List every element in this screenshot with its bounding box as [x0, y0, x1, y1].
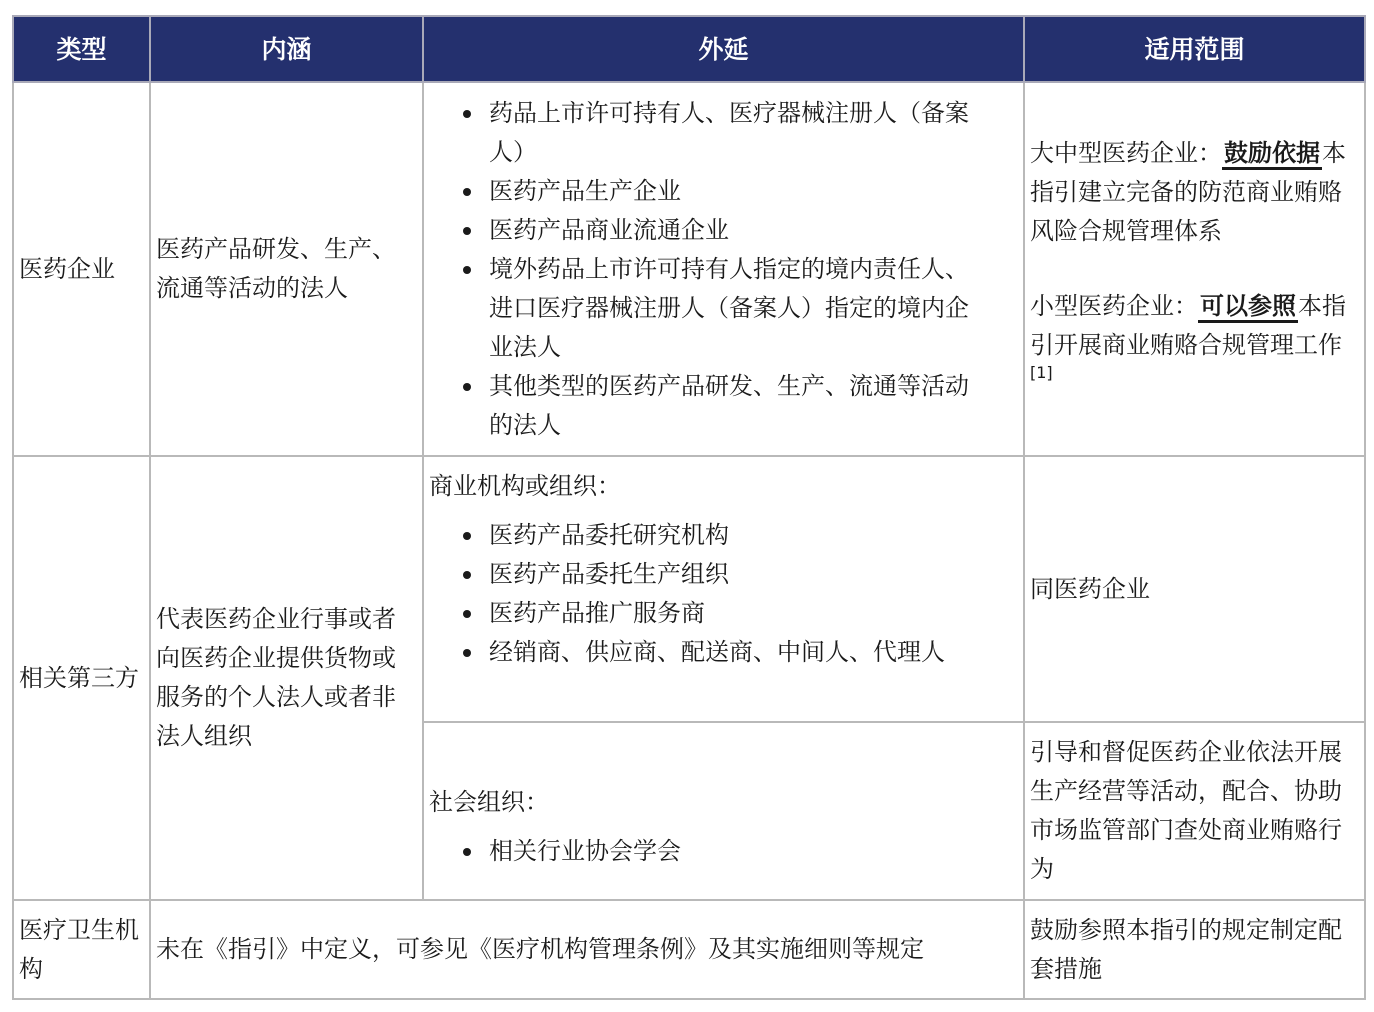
list-item: 医药产品推广服务商 [489, 594, 983, 633]
header-type: 类型 [13, 16, 150, 82]
medical-definition: 未在《指引》中定义，可参见《医疗机构管理条例》及其实施细则等规定 [150, 900, 1024, 999]
list-item: 医药产品商业流通企业 [489, 211, 983, 250]
list-item: 其他类型的医药产品研发、生产、流通等活动的法人 [489, 367, 983, 445]
social-intro: 社会组织： [429, 788, 549, 816]
third-party-social-scope: 引导和督促医药企业依法开展生产经营等活动，配合、协助市场监管部门查处商业贿赂行为 [1024, 722, 1365, 900]
header-extension: 外延 [423, 16, 1024, 82]
row-medical [13, 900, 1365, 999]
list-item: 医药产品委托研究机构 [489, 516, 983, 555]
scope-large-emphasis: 鼓励依据 [1222, 139, 1322, 170]
list-item: 医药产品生产企业 [489, 172, 983, 211]
list-item: 境外药品上市许可持有人指定的境内责任人、进口医疗器械注册人（备案人）指定的境内企业法人 [489, 250, 983, 367]
third-party-commercial-extension [423, 456, 1024, 722]
row-third-party-commercial [13, 456, 1365, 722]
enterprise-extension [423, 82, 1024, 456]
scope-large-prefix: 大中型医药企业： [1030, 139, 1222, 167]
row-enterprise [13, 82, 1365, 456]
list-item: 相关行业协会学会 [489, 832, 1018, 871]
list-item: 医药产品委托生产组织 [489, 555, 983, 594]
list-item: 经销商、供应商、配送商、中间人、代理人 [489, 633, 983, 672]
header-row [13, 16, 1365, 82]
social-list [429, 832, 1018, 871]
footnote-link[interactable]: [1] [1030, 363, 1053, 382]
scope-large-suffix: 本指引建立完备的防范商业贿赂风险合规管理体系 [1030, 139, 1346, 245]
enterprise-type: 医药企业 [13, 82, 150, 456]
spacer [1030, 251, 1359, 287]
medical-type: 医疗卫生机构 [13, 900, 150, 999]
scope-table [12, 15, 1366, 1000]
header-scope: 适用范围 [1024, 16, 1365, 82]
scope-large-enterprise [1030, 134, 1359, 251]
scope-small-prefix: 小型医药企业： [1030, 292, 1198, 320]
third-party-social-extension [423, 722, 1024, 900]
third-party-type: 相关第三方 [13, 456, 150, 900]
commercial-intro: 商业机构或组织： [429, 472, 621, 500]
commercial-list [429, 516, 983, 672]
enterprise-connotation: 医药产品研发、生产、流通等活动的法人 [150, 82, 423, 456]
list-item: 药品上市许可持有人、医疗器械注册人（备案人） [489, 94, 983, 172]
third-party-connotation: 代表医药企业行事或者向医药企业提供货物或服务的个人法人或者非法人组织 [150, 456, 423, 900]
enterprise-extension-list [429, 94, 983, 445]
scope-small-suffix: 本指引开展商业贿赂合规管理工作 [1030, 292, 1346, 359]
scope-small-emphasis: 可以参照 [1198, 292, 1298, 323]
scope-small-enterprise [1030, 287, 1359, 404]
header-connotation: 内涵 [150, 16, 423, 82]
third-party-commercial-scope: 同医药企业 [1024, 456, 1365, 722]
enterprise-scope [1024, 82, 1365, 456]
medical-scope: 鼓励参照本指引的规定制定配套措施 [1024, 900, 1365, 999]
